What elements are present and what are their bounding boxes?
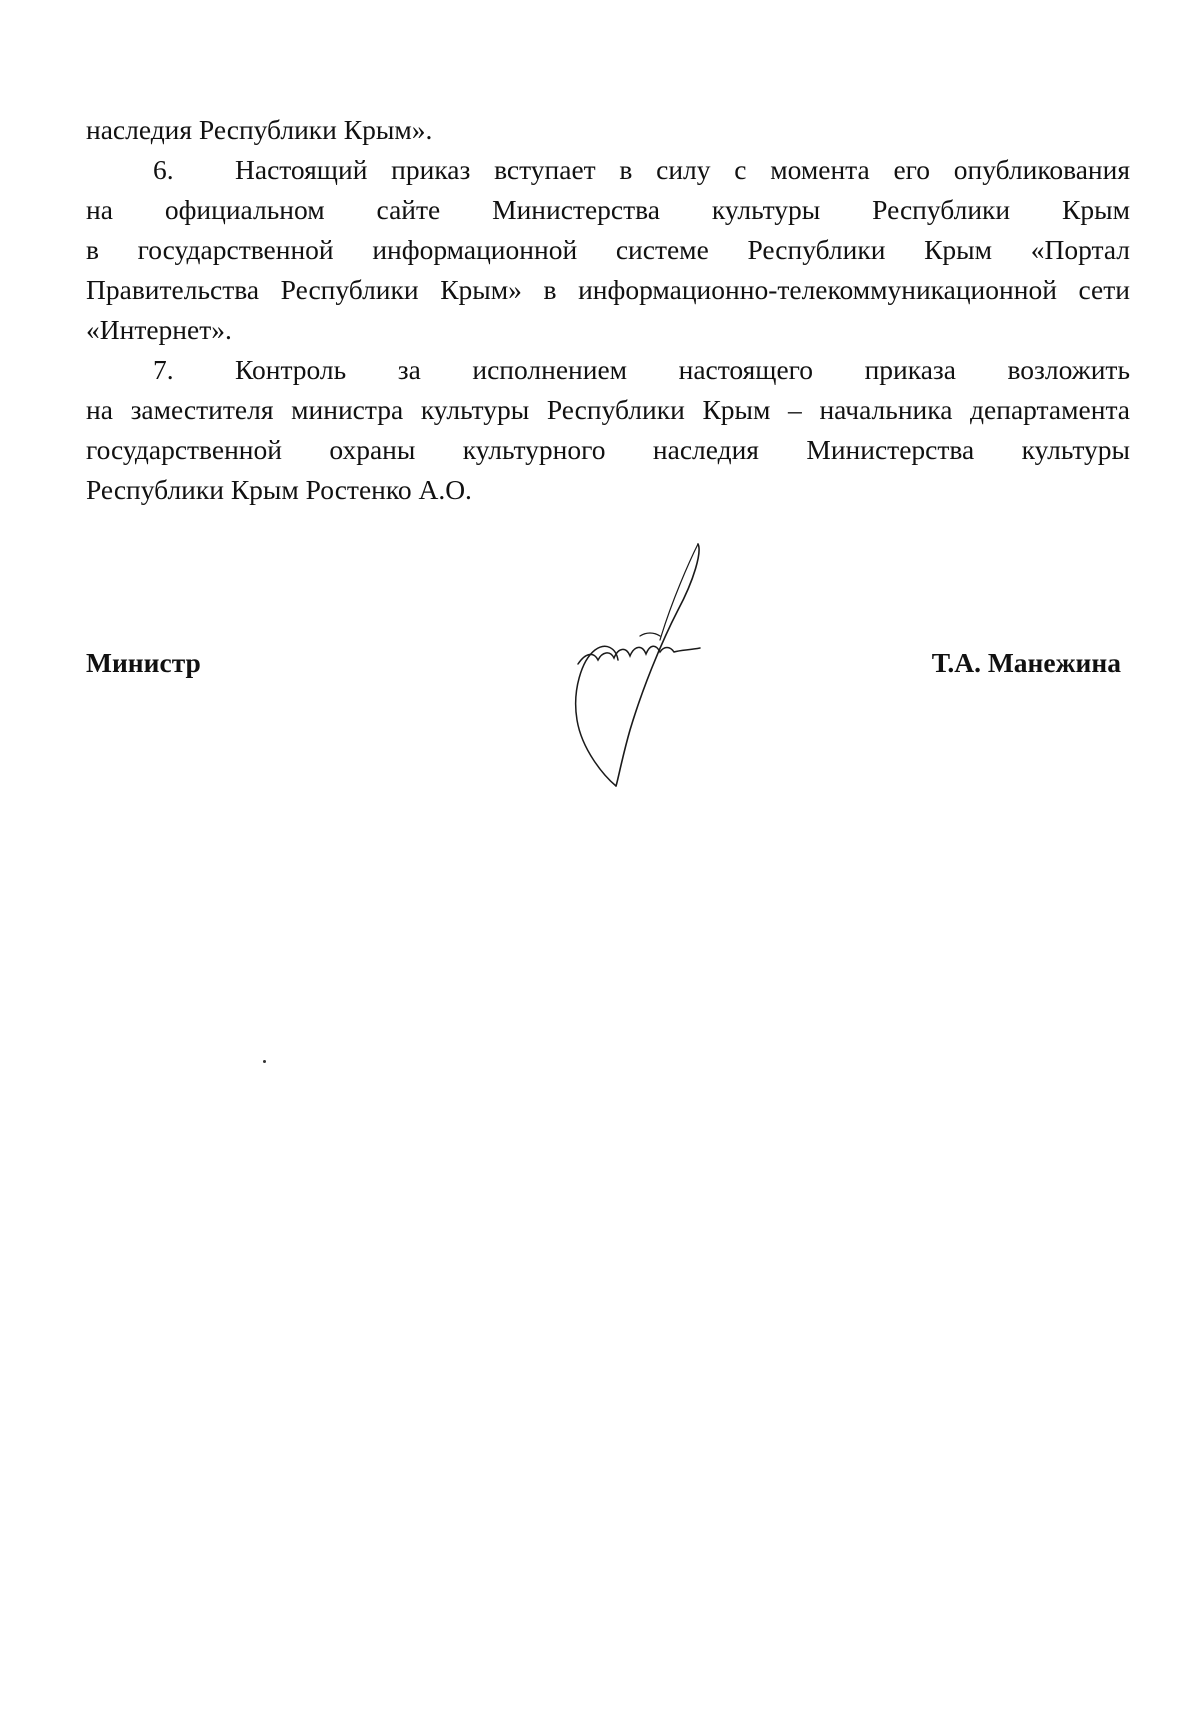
handwritten-signature xyxy=(560,540,730,790)
text-line: Республики Крым Ростенко А.О. xyxy=(86,474,472,505)
paragraph-7-first-line xyxy=(86,350,1130,390)
text-line: Правительства Республики Крым» в информационно-телекоммуникационной сети xyxy=(86,274,1130,305)
signatory-title: Министр xyxy=(86,647,201,678)
item-number: 6. xyxy=(153,154,174,185)
text-line: Контроль за исполнением настоящего приказа возложить xyxy=(235,354,1130,385)
text-line: наследия Республики Крым». xyxy=(86,114,433,145)
text-line: «Интернет». xyxy=(86,314,232,345)
text-line: Настоящий приказ вступает в силу с момента его опубликования xyxy=(235,154,1130,185)
signatory-name: Т.А. Манежина xyxy=(931,647,1121,678)
item-number: 7. xyxy=(153,354,174,385)
text-line: на официальном сайте Министерства культуры Республики Крым xyxy=(86,194,1130,225)
text-line: в государственной информационной системе Республики Крым «Портал xyxy=(86,234,1130,265)
document-body xyxy=(86,110,1130,510)
paragraph-6-first-line xyxy=(86,150,1130,190)
text-line: на заместителя министра культуры Республики Крым – начальника департамента xyxy=(86,394,1130,425)
scan-speck xyxy=(263,1060,266,1063)
text-line: государственной охраны культурного наследия Министерства культуры xyxy=(86,434,1130,465)
